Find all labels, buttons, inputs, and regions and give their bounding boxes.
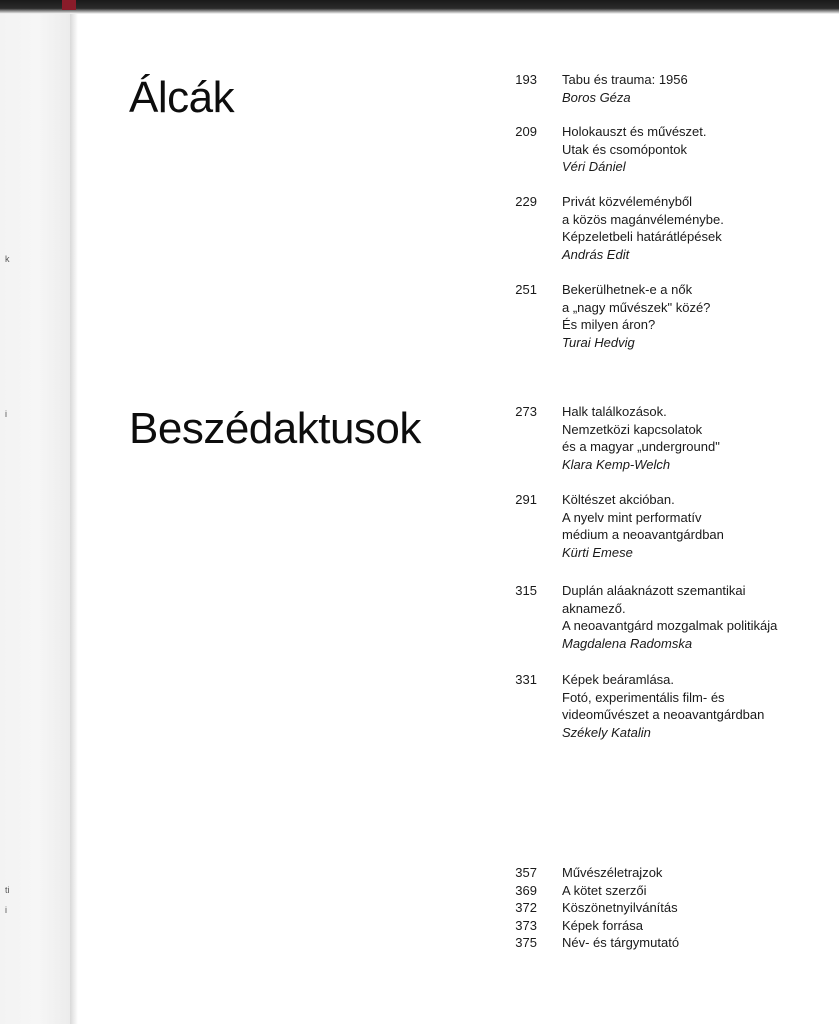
book-top-edge <box>0 0 839 14</box>
entry-author: Székely Katalin <box>562 724 651 740</box>
entry-title-line: Privát közvéleményből <box>562 194 693 209</box>
entry-author: Turai Hedvig <box>562 334 635 350</box>
appendix-label: Művészéletrajzok <box>562 865 663 880</box>
appendix-label: Név- és tárgymutató <box>562 935 680 950</box>
toc-entry[interactable] <box>504 582 834 652</box>
toc-entry[interactable] <box>504 281 834 351</box>
appendix-item[interactable] <box>504 899 834 917</box>
entry-author: András Edit <box>562 246 630 262</box>
appendix-item[interactable] <box>504 917 834 935</box>
toc-entry[interactable] <box>504 123 834 176</box>
entry-title-line: aknamező. <box>562 600 626 616</box>
page-number: 369 <box>515 882 537 898</box>
entry-title-line: Duplán aláaknázott szemantikai <box>562 583 746 598</box>
appendix-item[interactable] <box>504 864 834 882</box>
bookmark-ribbon <box>62 0 76 10</box>
appendix-label: Képek forrása <box>562 917 643 933</box>
page-number: 372 <box>515 900 537 915</box>
appendix-label: Köszönetnyilvánítás <box>562 900 678 915</box>
toc-entry[interactable] <box>504 671 834 741</box>
entry-title-line: Bekerülhetnek-e a nők <box>562 282 693 297</box>
entry-title-line: A neoavantgárd mozgalmak politikája <box>562 618 778 633</box>
entry-title-line: a „nagy művészek" közé? <box>562 299 711 315</box>
page-number: 315 <box>515 583 537 598</box>
left-page-fragment: i <box>5 905 7 915</box>
left-page-margin <box>0 14 70 1024</box>
entry-author: Véri Dániel <box>562 159 626 174</box>
entry-author: Boros Géza <box>562 89 631 105</box>
page-number: 209 <box>515 124 537 139</box>
entry-title-line: Nemzetközi kapcsolatok <box>562 421 703 437</box>
appendix-list <box>504 864 834 952</box>
entry-title-line: Utak és csomópontok <box>562 141 688 157</box>
appendix-label: A kötet szerzői <box>562 882 647 898</box>
appendix-item[interactable] <box>504 934 834 952</box>
appendix-item[interactable] <box>504 882 834 900</box>
entry-title-line: Képzeletbeli határátlépések <box>562 229 722 244</box>
page-number: 331 <box>515 672 537 687</box>
entry-title-line: Képek beáramlása. <box>562 672 675 687</box>
toc-entry[interactable] <box>504 491 834 561</box>
entry-title-line: Halk találkozások. <box>562 404 667 419</box>
entry-author: Kürti Emese <box>562 544 633 560</box>
page-number: 273 <box>515 404 537 419</box>
left-page-fragment: i <box>5 409 7 419</box>
entry-title-line: Fotó, experimentális film- és <box>562 689 725 705</box>
page-gutter <box>70 14 78 1024</box>
page-number: 229 <box>515 194 537 209</box>
section-title-alcak: Álcák <box>129 73 235 122</box>
toc-entry[interactable] <box>504 193 834 263</box>
entry-title-line: a közös magánvéleménybe. <box>562 211 724 227</box>
page-number: 251 <box>515 282 537 297</box>
entry-title-line: videoművészet a neoavantgárdban <box>562 707 765 722</box>
toc-entry[interactable] <box>504 71 834 106</box>
entry-title-line: és a magyar „underground" <box>562 439 720 454</box>
entry-author: Magdalena Radomska <box>562 635 693 651</box>
entry-title-line: médium a neoavantgárdban <box>562 527 724 542</box>
entry-title-line: Költészet akcióban. <box>562 492 675 507</box>
entry-title-line: Holokauszt és művészet. <box>562 124 707 139</box>
page-number: 373 <box>515 917 537 933</box>
entry-author: Klara Kemp-Welch <box>562 456 671 472</box>
entry-title-line: Tabu és trauma: 1956 <box>562 72 688 87</box>
page-number: 375 <box>515 935 537 950</box>
entry-title-line: És milyen áron? <box>562 317 656 332</box>
left-page-fragment: ti <box>5 885 10 895</box>
toc-entry[interactable] <box>504 403 834 473</box>
entry-title-line: A nyelv mint performatív <box>562 509 702 525</box>
section-title-beszedaktusok: Beszédaktusok <box>129 404 421 453</box>
page-number: 357 <box>515 865 537 880</box>
page-number: 193 <box>515 72 537 87</box>
page-number: 291 <box>515 492 537 507</box>
left-page-fragment: k <box>5 254 10 264</box>
